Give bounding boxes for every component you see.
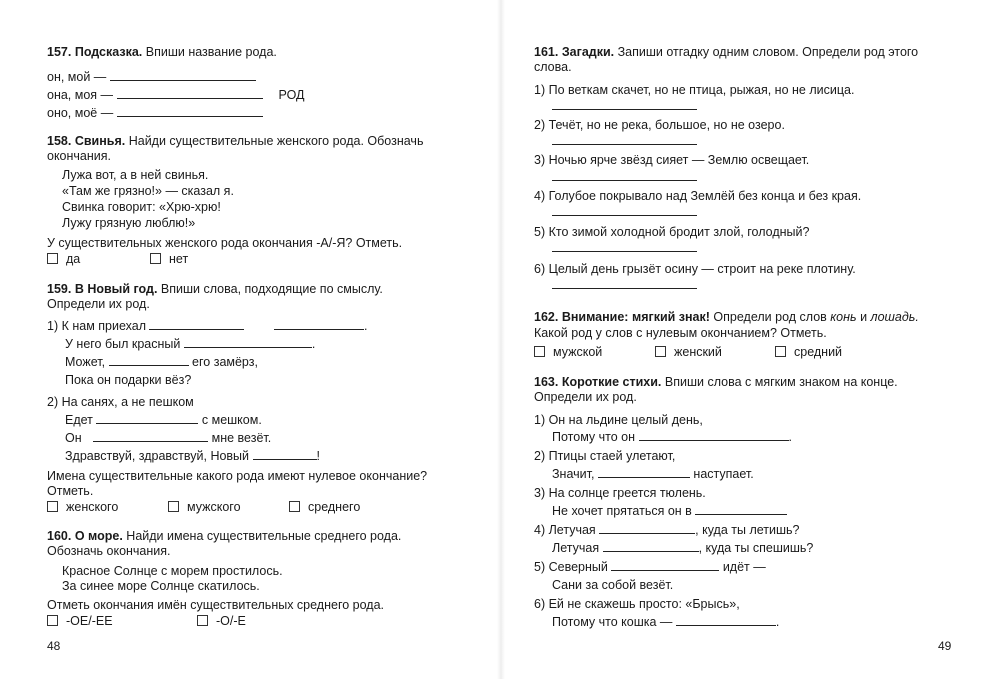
line: оно, моё — [47,105,263,121]
answer-blank[interactable] [253,449,317,460]
poem-line: 1) Он на льдине целый день, [534,413,703,427]
line: Может, его замёрз, [65,355,258,369]
option-feminine[interactable]: женский [655,344,722,360]
question-text: У существительных женского рода окончания -А/-Я? Отметь. [47,236,403,250]
line [552,169,697,185]
exercise-160-heading: 160. О море. Найди имена существительные среднего рода. [47,529,402,543]
line: Летучая , куда ты спешишь? [552,541,814,555]
answer-blank[interactable] [695,504,787,515]
answer-blank[interactable] [552,99,697,110]
checkbox[interactable] [47,253,58,264]
task-text: Определи их род. [534,390,637,404]
exercise-162-heading: 162. Внимание: мягкий знак! Определи род слов конь и лошадь. [534,310,919,324]
line: Потому что кошка — . [552,615,780,629]
riddle: 6) Целый день грызёт осину — строит на реке плотину. [534,262,856,276]
line [552,277,697,293]
exercise-158-heading: 158. Свинья. Найди существительные женского рода. Обозначь [47,134,424,148]
answer-blank[interactable] [552,241,697,252]
checkbox[interactable] [655,346,666,357]
riddle: 1) По веткам скачет, но не птица, рыжая, но не лисица. [534,83,855,97]
task-text: слова. [534,60,572,74]
line: Едет с мешком. [65,413,262,427]
option-no[interactable]: нет [150,251,188,267]
checkbox[interactable] [150,253,161,264]
riddle: 2) Течёт, но не река, большое, но не озеро. [534,118,785,132]
line [552,240,697,256]
answer-blank[interactable] [598,467,690,478]
exercise-161-heading: 161. Загадки. Запиши отгадку одним словом. Определи род этого [534,45,919,59]
poem-line: Лужа вот, а в ней свинья. [62,168,209,182]
answer-blank[interactable] [184,337,312,348]
answer-blank[interactable] [117,88,263,99]
option-neuter[interactable]: средний [775,344,842,360]
checkbox[interactable] [289,501,300,512]
line: Значит, наступает. [552,467,754,481]
riddle: 3) Ночью ярче звёзд сияет — Землю освещает. [534,153,810,167]
option-oe-ee[interactable]: -ОЕ/-ЕЕ [47,613,113,629]
answer-blank[interactable] [109,355,189,366]
question-text: Отметь окончания имён существительных среднего рода. [47,598,385,612]
option-masculine[interactable]: мужского [168,499,241,515]
answer-blank[interactable] [552,134,697,145]
checkbox[interactable] [197,615,208,626]
checkbox[interactable] [168,501,179,512]
poem-line: 6) Ей не скажешь просто: «Брысь», [534,597,740,611]
checkbox[interactable] [534,346,545,357]
exercise-159-heading: 159. В Новый год. Впиши слова, подходящие по смыслу. [47,282,383,296]
answer-blank[interactable] [611,560,719,571]
answer-blank[interactable] [599,523,695,534]
answer-blank[interactable] [96,413,198,424]
poem-line: Свинка говорит: «Хрю-хрю! [62,200,221,214]
option-neuter[interactable]: среднего [289,499,360,515]
line: Не хочет прятаться он в [552,503,787,519]
question-text: Отметь. [47,484,94,498]
task-text: Определи их род. [47,297,150,311]
line: Здравствуй, здравствуй, Новый ! [65,449,320,463]
answer-blank[interactable] [117,106,263,117]
task-text: Обозначь окончания. [47,544,171,558]
poem-line: Красное Солнце с морем простилось. [62,564,283,578]
answer-blank[interactable] [552,170,697,181]
page-number: 48 [47,639,61,653]
answer-blank[interactable] [552,205,697,216]
poem-line: Сани за собой везёт. [552,578,674,592]
line [552,204,697,220]
poem-line: Лужу грязную люблю!» [62,216,196,230]
poem-line: 3) На солнце греется тюлень. [534,486,706,500]
line: 5) Северный идёт — [534,560,766,574]
line: Он мне везёт. [65,431,272,445]
task-text: окончания. [47,149,112,163]
task-text: Какой род у слов с нулевым окончанием? Отметь. [534,326,827,340]
poem-line: Пока он подарки вёз? [65,373,192,387]
answer-blank[interactable] [93,431,208,442]
right-page [501,0,1001,679]
answer-blank[interactable] [639,430,789,441]
option-o-e[interactable]: -О/-Е [197,613,246,629]
line: он, мой — [47,69,256,85]
option-feminine[interactable]: женского [47,499,118,515]
line [552,133,697,149]
page-number: 49 [938,639,952,653]
line [552,98,697,114]
line: 1) К нам приехал . [47,319,368,333]
answer-blank[interactable] [552,278,697,289]
line: 4) Летучая , куда ты летишь? [534,523,800,537]
answer-blank[interactable] [676,615,776,626]
riddle: 4) Голубое покрывало над Землёй без конца и без края. [534,189,862,203]
option-masculine[interactable]: мужской [534,344,602,360]
answer-blank[interactable] [110,70,256,81]
answer-blank[interactable] [274,319,364,330]
poem-line: 2) Птицы стаей улетают, [534,449,676,463]
checkbox[interactable] [775,346,786,357]
answer-blank[interactable] [603,541,699,552]
option-yes[interactable]: да [47,251,80,267]
line: Потому что он . [552,430,793,444]
poem-line: 2) На санях, а не пешком [47,395,194,409]
riddle: 5) Кто зимой холодной бродит злой, голодный? [534,225,810,239]
answer-blank[interactable] [149,319,244,330]
checkbox[interactable] [47,501,58,512]
question-text: Имена существительные какого рода имеют нулевое окончание? [47,469,428,483]
exercise-163-heading: 163. Короткие стихи. Впиши слова с мягким знаком на конце. [534,375,898,389]
line: она, моя — РОД [47,88,305,102]
left-page [0,0,500,679]
exercise-157-heading: 157. Подсказка. Впиши название рода. [47,45,277,59]
poem-line: «Там же грязно!» — сказал я. [62,184,234,198]
checkbox[interactable] [47,615,58,626]
line: У него был красный . [65,337,316,351]
poem-line: За синее море Солнце скатилось. [62,579,260,593]
